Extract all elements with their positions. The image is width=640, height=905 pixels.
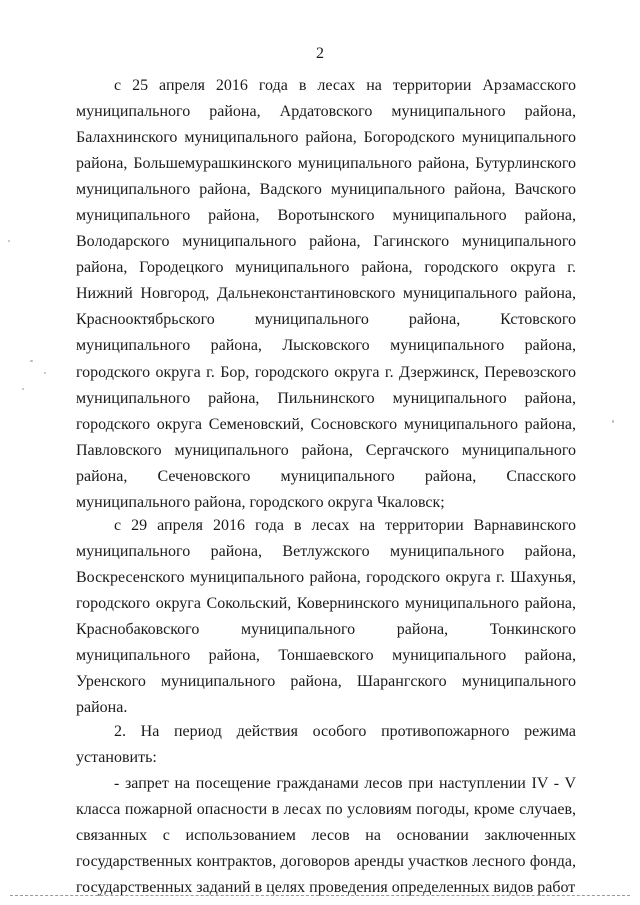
paragraph-date-april-29: с 29 апреля 2016 года в лесах на территории Варнавинского муниципального района, Ветлужского муниципального района, Воскресенского муниципального района, городского округа г. Шахунья, городского округа Сокольский, Ковернинского муниципального района, Краснобаковского муниципального района, Тонкинского муниципального района, Тоншаевского муниципального района, Уренского муниципального района, Шарангского муниципального района. <box>76 517 576 717</box>
paragraph-date-april-25: с 25 апреля 2016 года в лесах на территории Арзамасского муниципального района, Ардатовского муниципального района, Балахнинского муниципального района, Богородского муниципального района, Большемурашкинского муниципального района, Бутурлинского муниципального района, Вадского муниципального района, Вачского муниципального района, Воротынского муниципального района, Володарского муниципального района, Гагинского муниципального района, Городецкого муниципального района, городского округа г. Нижний Новгород, Дальнеконстантиновского муниципального района, Краснооктябрьского муниципального района, Кстовского муниципального района, Лысковского муниципального района, городского округа г. Бор, городского округа г. Дзержинск, Перевозского муниципального района, Пильнинского муниципального района, городского округа Семеновский, Сосновского муниципального района, Павловского муниципального района, Сергачского муниципального района, Сеченовского муниципального района, Спасского муниципального района, городского округа Чкаловск; <box>76 77 576 511</box>
scan-speck <box>612 420 614 423</box>
scan-speck <box>44 372 46 374</box>
body-text-section-1 <box>76 73 576 516</box>
scan-edge-line <box>10 895 630 896</box>
paragraph-item-2-heading: 2. На период действия особого противопожарного режима установить: <box>76 723 576 767</box>
scan-speck <box>8 240 10 242</box>
scan-speck <box>22 388 24 390</box>
page-number: 2 <box>316 45 324 62</box>
body-text-section-2 <box>76 513 576 721</box>
body-text-section-3 <box>76 719 576 901</box>
paragraph-ban-on-visiting-forests: - запрет на посещение гражданами лесов при наступлении IV - V класса пожарной опасности в лесах по условиям погоды, кроме случаев, связанных с использованием лесов на основании заключенных государственных контрактов, договоров аренды участков лесного фонда, государственных заданий в целях проведения определенных видов работ <box>76 775 576 897</box>
scan-speck <box>30 360 33 362</box>
